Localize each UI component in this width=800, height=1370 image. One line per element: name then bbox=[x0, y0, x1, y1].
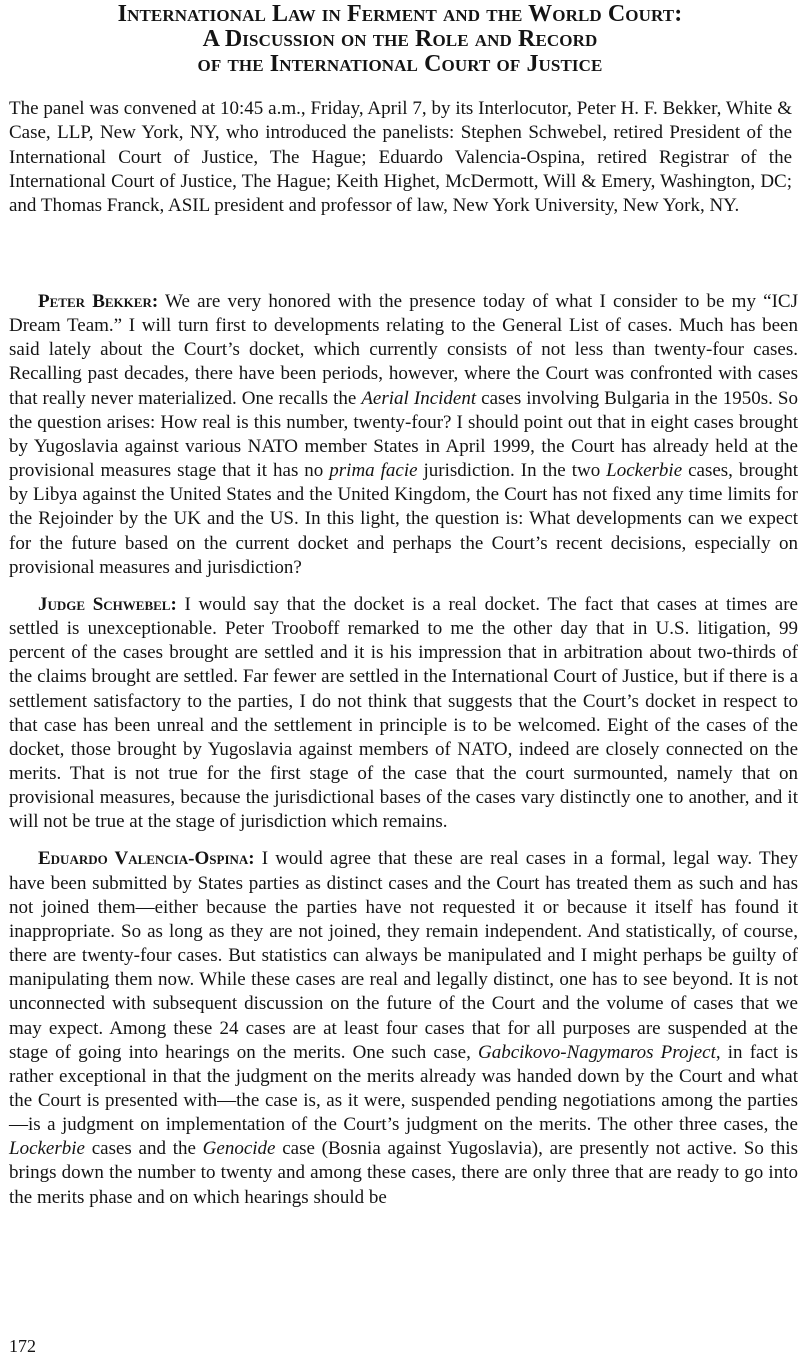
paragraph-text: I would agree that these are real cases in a formal, legal way. They have been submitted by States parties as distinct cases and the Court has treated them as such and has not joined them—either because the parties have not requested it or because it itself has found it inappropriate. So as long as they are not joined, they remain independent. And statistically, of course, there are twenty-four cases. But statistics can always be manipulated and I might perhaps be guilty of manipulating them now. While these cases are real and legally distinct, one has to see beyond. It is not unconnected with subsequent discussion on the future of the Court and the volume of cases that we may expect. Among these 24 cases are at least four cases that for all purposes are suspended at the stage of going into hearings on the merits. One such case, bbox=[9, 848, 798, 1063]
case-name: Aerial Incident bbox=[361, 387, 477, 409]
speaker-name: Judge Schwebel: bbox=[38, 593, 177, 615]
title-line-2: A Discussion on the Role and Record bbox=[202, 26, 598, 52]
transcript-body bbox=[9, 290, 798, 1223]
paragraph-bekker bbox=[9, 290, 798, 580]
case-name: Lockerbie bbox=[606, 460, 683, 482]
case-name: Gabcikovo-Nagymaros Project bbox=[477, 1041, 716, 1063]
paragraph-valencia-ospina bbox=[9, 847, 798, 1209]
intro-paragraph: The panel was convened at 10:45 a.m., Friday, April 7, by its Interlocutor, Peter H. F. Bekker, White & Case, LLP, New York, NY, who introduced the panelists: Stephen Schwebel, retired President of the International Court of Justice, The Hague; Eduardo Valencia-Ospina, retired Registrar of the International Court of Justice, The Hague; Keith Highet, McDermott, Will & Emery, Washington, DC; and Thomas Franck, ASIL president and professor of law, New York University, New York, NY. bbox=[9, 98, 792, 217]
title-line-3: of the International Court of Justice bbox=[197, 51, 603, 77]
paragraph-text: cases and the bbox=[84, 1138, 203, 1160]
article-title bbox=[0, 2, 800, 77]
paragraph-text: We are very honored with the presence today of what I consider to be my “ICJ Dream Team.” I will turn first to developments relating to the General List of cases. Much has been said lately about the Court’s docket, which currently consists of not less than twenty-four cases. Recalling past decades, there have been periods, however, where the Court was confronted with cases that really never materialized. One recalls the bbox=[9, 291, 798, 409]
case-name: Genocide bbox=[202, 1138, 276, 1160]
paragraph-text: case (Bosnia against Yugoslavia), are presently not active. So this brings down the number to twenty and among these cases, there are only three that are ready to go into the merits phase and on which hearings should be bbox=[9, 1138, 799, 1208]
speaker-name: Eduardo Valencia-Ospina: bbox=[38, 848, 255, 870]
paragraph-text: , in fact is rather exceptional in that the judgment on the merits already was handed down by the Court and what the Court is presented with—the case is, as it were, suspended pending negotiations among the parties—is a judgment on implementation of the Court’s judgment on the merits. The other three cases, the bbox=[9, 1041, 798, 1136]
speaker-name: Peter Bekker: bbox=[38, 291, 159, 312]
paragraph-schwebel bbox=[9, 593, 798, 835]
case-name: Lockerbie bbox=[9, 1138, 85, 1160]
paragraph-text: jurisdiction. In the two bbox=[417, 460, 607, 482]
latin-term: prima facie bbox=[329, 460, 418, 482]
paragraph-text: cases involving Bulgaria in the 1950s. So the question arises: How real is this number, twenty-four? I should point out that in eight cases brought by Yugoslavia against various NATO member States in April 1999, the Court has already held at the provisional measures stage that it has no bbox=[9, 387, 798, 482]
title-line-1: International Law in Ferment and the World Court: bbox=[117, 1, 683, 27]
page-number: 172 bbox=[9, 1336, 36, 1356]
paragraph-text: cases, brought by Libya against the United States and the United Kingdom, the Court has not fixed any time limits for the Rejoinder by the UK and the US. In this light, the question is: What developments can we expect for the future based on the current docket and perhaps the Court’s recent decisions, especially on provisional measures and jurisdiction? bbox=[9, 460, 798, 578]
paragraph-text: I would say that the docket is a real docket. The fact that cases at times are settled is unexceptionable. Peter Trooboff remarked to me the other day that in U.S. litigation, 99 percent of the cases brought are settled and it is his impression that in arbitration about two-thirds of the claims brought are settled. Far fewer are settled in the International Court of Justice, but if there is a settlement satisfactory to the parties, I do not think that suggests that the Court’s docket in respect to that case has been unreal and the settlement in principle is to be welcomed. Eight of the cases of the docket, those brought by Yugoslavia against members of NATO, indeed are closely connected on the merits. That is not true for the first stage of the case that the court surmounted, namely that on provisional measures, because the jurisdictional bases of the cases vary distinctly one to another, and it will not be true at the stage of jurisdiction which remains. bbox=[9, 593, 798, 833]
